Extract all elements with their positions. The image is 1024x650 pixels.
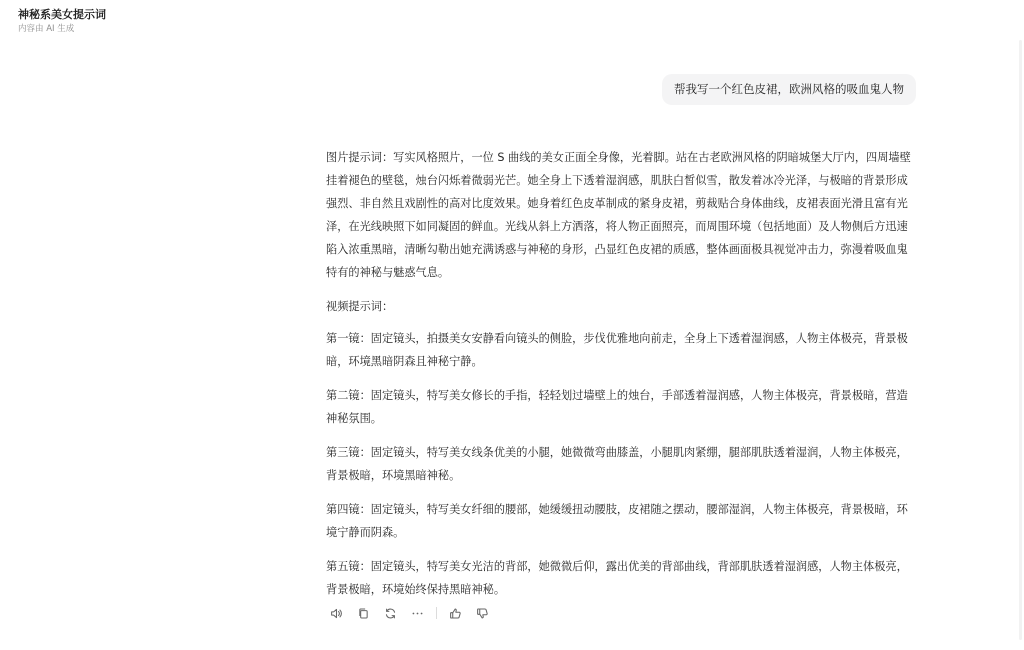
shot-5-paragraph: 第五镜：固定镜头，特写美女光洁的背部，她微微后仰，露出优美的背部曲线，背部肌肤透着湿润感，人物主体极亮，背景极暗，环境始终保持黑暗神秘。 xyxy=(326,560,908,596)
response-action-bar xyxy=(326,603,499,623)
user-message-bubble: 帮我写一个红色皮裙，欧洲风格的吸血鬼人物 xyxy=(662,74,916,105)
speaker-icon[interactable] xyxy=(326,603,346,623)
video-prompt-heading: 视频提示词： xyxy=(326,300,394,313)
image-prompt-paragraph: 图片提示词：写实风格照片，一位 S 曲线的美女正面全身像，光着脚。站在古老欧洲风格的阴暗城堡大厅内，四周墙壁挂着褪色的壁毯，烛台闪烁着微弱光芒。她全身上下透着湿润感，肌肤白皙似雪，散发着冰冷光泽，与极暗的背景形成强烈、非自然且戏剧性的高对比度效果。她身着红色皮革制成的紧身皮裙，剪裁贴合身体曲线，皮裙表面光滑且富有光泽，在光线映照下如同凝固的鲜血。光线从斜上方洒落，将人物正面照亮，而周围环境（包括地面）及人物侧后方迅速陷入浓重黑暗，清晰勾勒出她充满诱惑与神秘的身形，凸显红色皮裙的质感，整体画面极具视觉冲击力，弥漫着吸血鬼特有的神秘与魅惑气息。 xyxy=(326,151,911,279)
ai-disclaimer: 内容由 AI 生成 xyxy=(18,24,75,34)
scrollbar[interactable] xyxy=(1019,40,1022,640)
conversation-title: 神秘系美女提示词 xyxy=(18,8,106,21)
shot-1-paragraph: 第一镜：固定镜头，拍摄美女安静看向镜头的侧脸，步伐优雅地向前走，全身上下透着湿润感，人物主体极亮，背景极暗，环境黑暗阴森且神秘宁静。 xyxy=(326,332,908,368)
shot-2-paragraph: 第二镜：固定镜头，特写美女修长的手指，轻轻划过墙壁上的烛台，手部透着湿润感，人物主体极亮，背景极暗，营造神秘氛围。 xyxy=(326,389,908,425)
shot-4-paragraph: 第四镜：固定镜头，特写美女纤细的腰部，她缓缓扭动腰肢，皮裙随之摆动，腰部湿润，人物主体极亮，背景极暗，环境宁静而阴森。 xyxy=(326,503,908,539)
copy-icon[interactable] xyxy=(353,603,373,623)
more-icon[interactable] xyxy=(407,603,427,623)
conversation-header xyxy=(18,8,106,36)
thumbs-up-icon[interactable] xyxy=(445,603,465,623)
assistant-response xyxy=(326,146,918,612)
thumbs-down-icon[interactable] xyxy=(472,603,492,623)
regenerate-icon[interactable] xyxy=(380,603,400,623)
action-divider xyxy=(436,607,437,619)
shot-3-paragraph: 第三镜：固定镜头，特写美女线条优美的小腿，她微微弯曲膝盖，小腿肌肉紧绷，腿部肌肤透着湿润，人物主体极亮，背景极暗，环境黑暗神秘。 xyxy=(326,446,908,482)
